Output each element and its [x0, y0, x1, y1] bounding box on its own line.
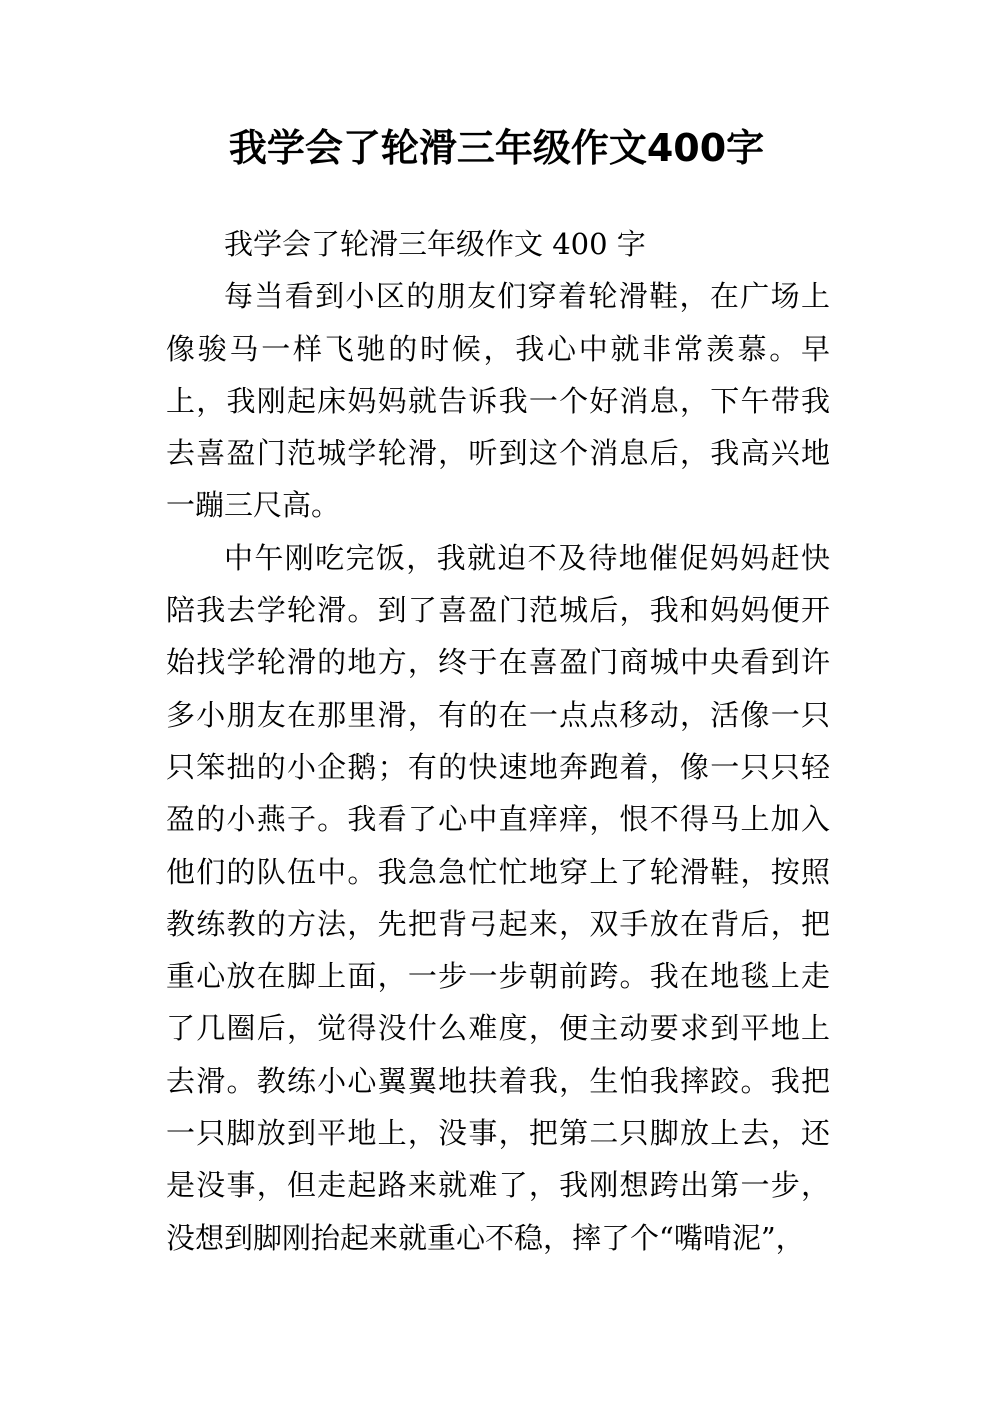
body-paragraph: 中午刚吃完饭，我就迫不及待地催促妈妈赶快陪我去学轮滑。到了喜盈门范城后，我和妈妈便开始找学轮滑的地方，终于在喜盈门商城中央看到许多小朋友在那里滑，有的在一点点移动，活像一只只笨拙的小企鹅；有的快速地奔跑着，像一只只轻盈的小燕子。我看了心中直痒痒，恨不得马上加入他们的队伍中。我急急忙忙地穿上了轮滑鞋，按照教练教的方法，先把背弓起来，双手放在背后，把重心放在脚上面，一步一步朝前跨。我在地毯上走了几圈后，觉得没什么难度，便主动要求到平地上去滑。教练小心翼翼地扶着我，生怕我摔跤。我把一只脚放到平地上，没事，把第二只脚放上去，还是没事，但走起路来就难了，我刚想跨出第一步，没想到脚刚抬起来就重心不稳，摔了个“嘴啃泥”， — [166, 540, 830, 1255]
document-body — [166, 218, 830, 1264]
document-title: 我学会了轮滑三年级作文400字 — [228, 126, 765, 170]
body-paragraph: 每当看到小区的朋友们穿着轮滑鞋，在广场上像骏马一样飞驰的时候，我心中就非常羡慕。早上，我刚起床妈妈就告诉我一个好消息，下午带我去喜盈门范城学轮滑，听到这个消息后，我高兴地一蹦三尺高。 — [166, 279, 830, 523]
body-subtitle: 我学会了轮滑三年级作文 400 字 — [224, 227, 646, 261]
